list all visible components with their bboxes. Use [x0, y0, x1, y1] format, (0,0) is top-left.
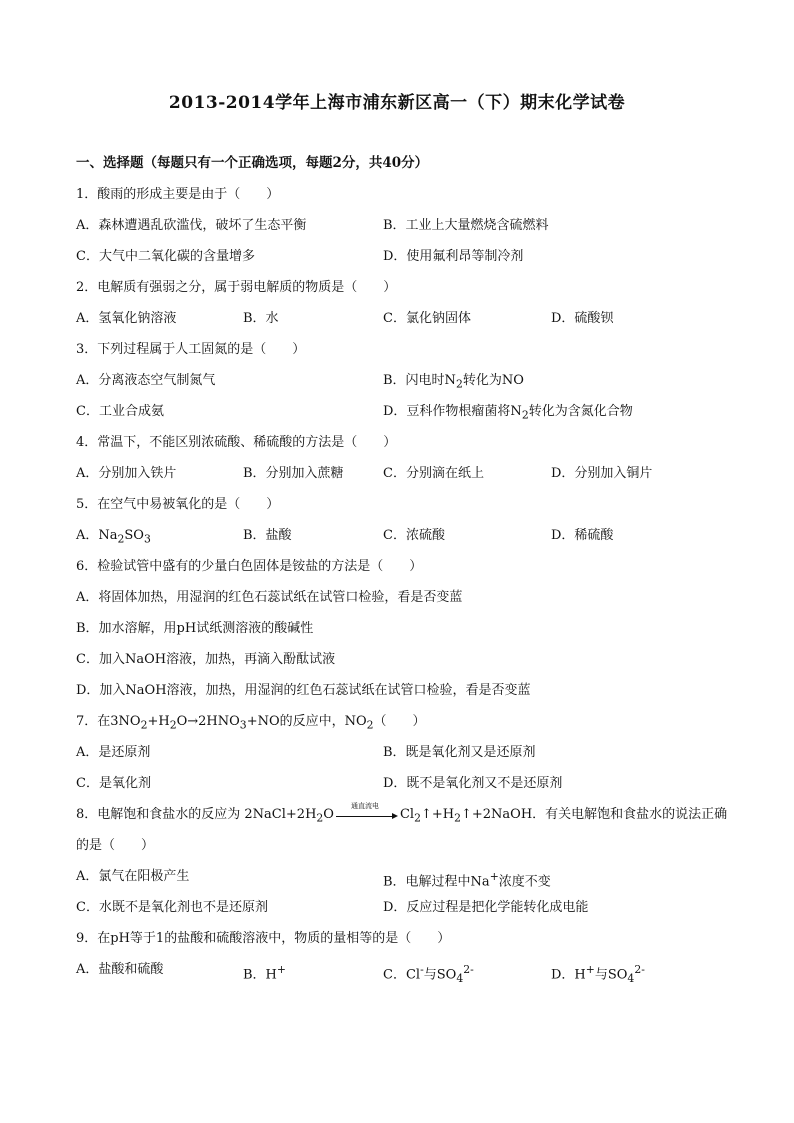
q3-option-c: C．工业合成氨	[76, 404, 164, 419]
q8-option-b: B．电解过程中Na+浓度不变	[383, 870, 551, 890]
question-3-stem: 3．下列过程属于人工固氮的是（ ）	[76, 342, 306, 357]
q9-option-d: D．H+与$SO_4^{2-}$	[551, 963, 645, 985]
q6-option-b: B．加水溶解，用pH试纸测溶液的酸碱性	[76, 621, 314, 636]
question-8-stem: 8．电解饱和食盐水的反应为 $2NaCl+2H_2O$ 通直流电 $Cl_2↑+H_2↑+2NaOH$．有关电解饱和食盐水的说法正确	[76, 801, 728, 825]
question-9-stem: 9．在pH等于1的盐酸和硫酸溶液中，物质的量相等的是（ ）	[76, 931, 451, 946]
q5-option-a: A．$Na_2SO_3$	[76, 528, 151, 546]
q8-option-a: A．氯气在阳极产生	[76, 869, 190, 884]
q9-option-a: A．盐酸和硫酸	[76, 962, 164, 977]
q3-option-d: D．豆科作物根瘤菌将$N_2$转化为含氮化合物	[383, 404, 633, 422]
q2-option-d: D．硫酸钡	[551, 311, 614, 326]
question-2-options	[76, 303, 726, 334]
q1-option-d: D．使用氟利昂等制冷剂	[383, 249, 524, 264]
q9-option-c: C．Cl-与$SO_4^{2-}$	[383, 963, 474, 985]
q1-option-b: B．工业上大量燃烧含硫燃料	[383, 218, 549, 233]
question-8-stem-line2: 的是（ ）	[76, 838, 155, 853]
question-6-stem: 6．检验试管中盛有的少量白色固体是铵盐的方法是（ ）	[76, 559, 423, 574]
section-heading: 一、选择题（每题只有一个正确选项，每题2分，共40分）	[76, 155, 429, 171]
q5-option-b: B．盐酸	[243, 528, 292, 543]
question-4-options	[76, 458, 726, 489]
question-3-options-row1	[76, 365, 726, 396]
question-7-stem: 7．在$3NO_2+H_2O\to 2HNO_3+NO$的反应中，$NO_2$（ ）	[76, 714, 426, 732]
q1-option-a: A．森林遭遇乱砍滥伐，破坏了生态平衡	[76, 218, 307, 233]
question-2-stem: 2．电解质有强弱之分，属于弱电解质的物质是（ ）	[76, 280, 397, 295]
question-7-options-row1	[76, 737, 726, 768]
q6-option-c: C．加入NaOH溶液，加热，再滴入酚酞试液	[76, 652, 336, 667]
q4-option-a: A．分别加入铁片	[76, 466, 177, 481]
question-1-stem: 1．酸雨的形成主要是由于（ ）	[76, 187, 280, 202]
exam-content	[76, 148, 726, 985]
q7-option-a: A．是还原剂	[76, 745, 151, 760]
q3-option-a: A．分离液态空气制氮气	[76, 373, 216, 388]
q8-option-c: C．水既不是氧化剂也不是还原剂	[76, 900, 268, 915]
q6-option-d: D．加入NaOH溶液，加热，用湿润的红色石蕊试纸在试管口检验，看是否变蓝	[76, 683, 531, 698]
q3-option-b: B．闪电时$N_2$转化为NO	[383, 373, 524, 391]
question-5-options	[76, 520, 726, 551]
q6-option-a: A．将固体加热，用湿润的红色石蕊试纸在试管口检验，看是否变蓝	[76, 590, 463, 605]
q9-option-b: B．H+	[243, 963, 286, 983]
question-4-stem: 4．常温下，不能区别浓硫酸、稀硫酸的方法是（ ）	[76, 435, 397, 450]
question-1-options-row2	[76, 241, 726, 272]
question-9-options	[76, 954, 726, 985]
q2-option-c: C．氯化钠固体	[383, 311, 471, 326]
q7-option-c: C．是氧化剂	[76, 776, 151, 791]
question-5-stem: 5．在空气中易被氧化的是（ ）	[76, 497, 280, 512]
q4-option-c: C．分别滴在纸上	[383, 466, 484, 481]
reaction-arrow	[336, 801, 398, 820]
q5-option-d: D．稀硫酸	[551, 528, 614, 543]
question-8-options-row1	[76, 861, 726, 892]
reaction-condition: 通直流电	[350, 801, 379, 810]
q2-option-b: B．水	[243, 311, 279, 326]
question-7-options-row2	[76, 768, 726, 799]
q7-option-b: B．既是氧化剂又是还原剂	[383, 745, 536, 760]
question-8-options-row2	[76, 892, 726, 923]
page-title: 2013-2014学年上海市浦东新区高一（下）期末化学试卷	[168, 93, 626, 113]
q8-option-d: D．反应过程是把化学能转化成电能	[383, 900, 589, 915]
q5-option-c: C．浓硫酸	[383, 528, 445, 543]
q7-option-d: D．既不是氧化剂又不是还原剂	[383, 776, 563, 791]
q4-option-d: D．分别加入铜片	[551, 466, 653, 481]
q1-option-c: C．大气中二氧化碳的含量增多	[76, 249, 255, 264]
q4-option-b: B．分别加入蔗糖	[243, 466, 344, 481]
question-3-options-row2	[76, 396, 726, 427]
q2-option-a: A．氢氧化钠溶液	[76, 311, 177, 326]
question-1-options-row1	[76, 210, 726, 241]
